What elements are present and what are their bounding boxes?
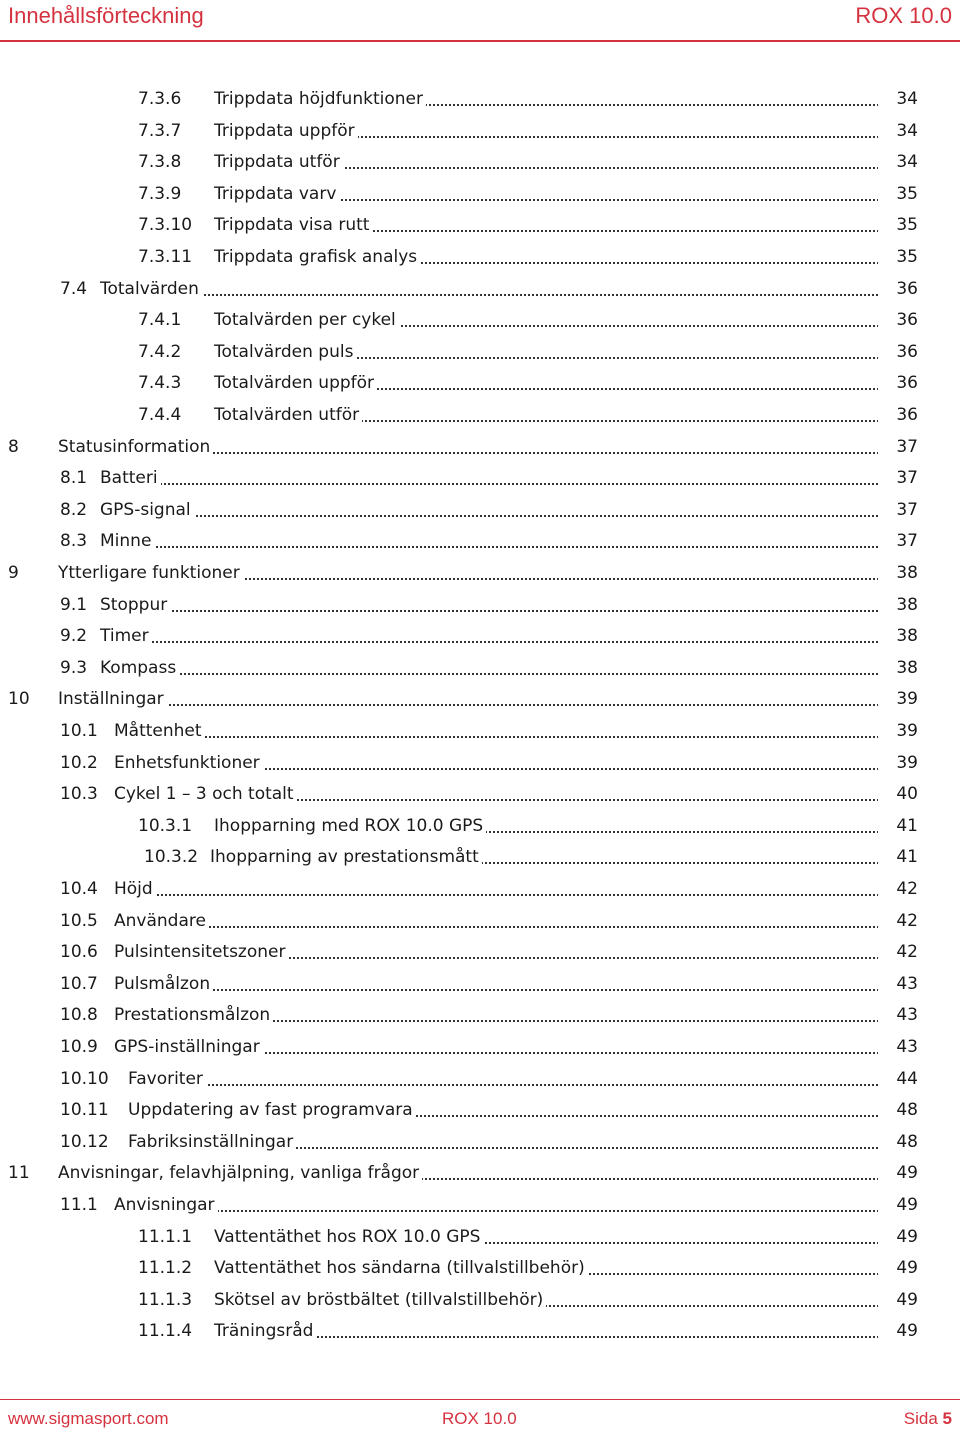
toc-entry-title: Vattentäthet hos ROX 10.0 GPS xyxy=(214,1224,483,1250)
footer-website-link[interactable]: www.sigmasport.com xyxy=(8,1409,169,1428)
toc-entry-number: 10 xyxy=(8,689,30,710)
page-label: Sida xyxy=(903,1409,938,1428)
toc-entry[interactable] xyxy=(0,1224,918,1250)
toc-entry-number: 10.3.1 xyxy=(138,815,193,836)
toc-entry-page: 37 xyxy=(878,497,918,523)
toc-entry-page: 36 xyxy=(878,402,918,428)
toc-dot-leader xyxy=(100,586,890,612)
toc-entry-page: 40 xyxy=(878,781,918,807)
toc-entry[interactable] xyxy=(0,1192,918,1218)
toc-entry-page: 43 xyxy=(878,1002,918,1028)
toc-entry-title: Måttenhet xyxy=(114,718,205,744)
toc-entry[interactable] xyxy=(0,560,918,586)
toc-entry[interactable] xyxy=(0,1318,918,1344)
toc-entry[interactable] xyxy=(0,876,918,902)
toc-entry-title: Kompass xyxy=(100,655,179,681)
toc-entry-title: Enhetsfunktioner xyxy=(114,750,263,776)
toc-entry[interactable] xyxy=(0,181,918,207)
toc-entry[interactable] xyxy=(0,244,918,270)
toc-entry[interactable] xyxy=(0,1255,918,1281)
toc-entry[interactable] xyxy=(0,908,918,934)
toc-entry-title: Anvisningar, felavhjälpning, vanliga frågor xyxy=(58,1160,422,1186)
toc-entry[interactable] xyxy=(0,465,918,491)
toc-entry-number: 7.3.10 xyxy=(138,215,193,236)
toc-entry-page: 39 xyxy=(878,686,918,712)
toc-dot-leader xyxy=(100,617,890,643)
toc-entry[interactable] xyxy=(0,655,918,681)
toc-entry-number: 7.4.4 xyxy=(138,405,182,425)
toc-entry-number: 10.12 xyxy=(60,1131,109,1152)
toc-entry-page: 37 xyxy=(878,465,918,491)
toc-entry-number: 11.1.2 xyxy=(138,1258,193,1279)
toc-entry-page: 49 xyxy=(878,1255,918,1281)
toc-entry-title: Trippdata varv xyxy=(214,181,339,207)
toc-entry-title: Trippdata grafisk analys xyxy=(214,244,420,270)
toc-entry-page: 36 xyxy=(878,370,918,396)
toc-entry-title: Minne xyxy=(100,528,154,554)
toc-dot-leader xyxy=(114,1186,890,1212)
toc-entry-number: 10.7 xyxy=(60,973,98,994)
toc-entry-number: 7.4.2 xyxy=(138,341,182,362)
toc-entry-title: Trippdata uppför xyxy=(214,118,358,144)
toc-entry-number: 7.3.11 xyxy=(138,247,193,267)
toc-entry-number: 11.1.1 xyxy=(138,1226,193,1247)
toc-entry-number: 10.2 xyxy=(60,752,98,773)
toc-entry-number: 7.4.3 xyxy=(138,373,182,394)
page-number-value: 5 xyxy=(942,1409,952,1428)
toc-entry-title: Ihopparning av prestationsmått xyxy=(210,844,482,870)
toc-entry-title: Totalvärden uppför xyxy=(214,370,377,396)
toc-entry[interactable] xyxy=(0,844,918,870)
toc-entry[interactable] xyxy=(0,370,918,396)
toc-entry[interactable] xyxy=(0,307,918,333)
toc-entry-title: Stoppur xyxy=(100,592,170,618)
toc-entry[interactable] xyxy=(0,1287,918,1313)
toc-dot-leader xyxy=(100,522,890,548)
toc-entry-title: Totalvärden per cykel xyxy=(214,307,399,333)
toc-entry-page: 42 xyxy=(878,876,918,902)
toc-dot-leader xyxy=(114,965,890,991)
toc-entry-page: 34 xyxy=(878,149,918,175)
toc-entry-number: 7.4 xyxy=(60,278,88,299)
toc-dot-leader xyxy=(100,459,890,485)
toc-entry[interactable] xyxy=(0,402,918,428)
toc-entry-page: 41 xyxy=(878,813,918,839)
toc-entry-title: Prestationsmålzon xyxy=(114,1002,273,1028)
toc-entry-number: 9.3 xyxy=(60,657,88,678)
toc-entry-number: 9 xyxy=(8,563,19,583)
toc-entry[interactable] xyxy=(0,686,918,712)
toc-entry-page: 38 xyxy=(878,655,918,681)
toc-dot-leader xyxy=(114,902,890,928)
toc-entry-title: Totalvärden xyxy=(100,276,202,302)
toc-entry-title: GPS-inställningar xyxy=(114,1034,263,1060)
toc-entry-number: 7.3.6 xyxy=(138,89,182,109)
toc-entry-title: Inställningar xyxy=(58,686,167,712)
toc-entry-number: 11 xyxy=(8,1163,30,1184)
toc-entry-number: 7.3.8 xyxy=(138,152,182,173)
toc-entry-page: 39 xyxy=(878,718,918,744)
header-divider xyxy=(0,40,960,42)
toc-entry-page: 38 xyxy=(878,623,918,649)
toc-entry-number: 11.1.3 xyxy=(138,1289,193,1310)
toc-entry-title: Uppdatering av fast programvara xyxy=(128,1097,416,1123)
toc-entry[interactable] xyxy=(0,813,918,839)
toc-entry-page: 48 xyxy=(878,1129,918,1155)
toc-entry-title: Cykel 1 – 3 och totalt xyxy=(114,781,297,807)
toc-entry-number: 8.2 xyxy=(60,499,88,520)
toc-entry-number: 7.3.7 xyxy=(138,120,182,141)
toc-entry[interactable] xyxy=(0,623,918,649)
toc-entry[interactable] xyxy=(0,1097,918,1123)
toc-entry[interactable] xyxy=(0,497,918,523)
toc-entry-number: 11.1.4 xyxy=(138,1321,193,1342)
toc-entry[interactable] xyxy=(0,276,918,302)
toc-entry-page: 38 xyxy=(878,560,918,586)
toc-entry-number: 8.1 xyxy=(60,468,88,489)
toc-entry-title: Fabriksinställningar xyxy=(128,1129,296,1155)
toc-entry-number: 11.1 xyxy=(60,1195,98,1215)
toc-entry-page: 49 xyxy=(878,1192,918,1218)
toc-dot-leader xyxy=(100,491,890,517)
toc-entry-title: GPS-signal xyxy=(100,497,194,523)
toc-entry[interactable] xyxy=(0,339,918,365)
toc-entry-title: Favoriter xyxy=(128,1066,206,1092)
toc-dot-leader xyxy=(58,680,890,706)
toc-entry-number: 10.6 xyxy=(60,942,98,963)
toc-entry-page: 49 xyxy=(878,1160,918,1186)
toc-entry-title: Pulsmålzon xyxy=(114,971,213,997)
toc-entry-number: 10.3.2 xyxy=(144,847,199,868)
toc-entry[interactable] xyxy=(0,939,918,965)
toc-entry-title: Pulsintensitetszoner xyxy=(114,939,288,965)
toc-entry-number: 8.3 xyxy=(60,531,88,552)
toc-entry[interactable] xyxy=(0,528,918,554)
footer-page-number xyxy=(904,1409,952,1429)
toc-entry-title: Totalvärden utför xyxy=(214,402,362,428)
toc-entry-page: 42 xyxy=(878,939,918,965)
toc-entry-page: 36 xyxy=(878,276,918,302)
toc-entry-title: Statusinformation xyxy=(58,434,213,460)
toc-entry-number: 7.4.1 xyxy=(138,310,182,331)
toc-entry-title: Ihopparning med ROX 10.0 GPS xyxy=(214,813,486,839)
toc-entry-page: 35 xyxy=(878,244,918,270)
toc-dot-leader xyxy=(128,1060,890,1086)
toc-entry-number: 10.3 xyxy=(60,784,98,805)
toc-entry-page: 39 xyxy=(878,750,918,776)
toc-entry-page: 38 xyxy=(878,592,918,618)
toc-entry-page: 49 xyxy=(878,1287,918,1313)
toc-entry-title: Höjd xyxy=(114,876,156,902)
toc-entry[interactable] xyxy=(0,592,918,618)
toc-entry-title: Ytterligare funktioner xyxy=(58,560,243,586)
toc-entry[interactable] xyxy=(0,1066,918,1092)
toc-entry[interactable] xyxy=(0,149,918,175)
toc-dot-leader xyxy=(100,649,890,675)
toc-entry[interactable] xyxy=(0,971,918,997)
toc-entry-page: 35 xyxy=(878,181,918,207)
toc-entry-title: Trippdata visa rutt xyxy=(214,212,372,238)
toc-entry-title: Batteri xyxy=(100,465,161,491)
footer-model-name: ROX 10.0 xyxy=(442,1409,517,1428)
toc-dot-leader xyxy=(100,270,890,296)
toc-entry-page: 49 xyxy=(878,1224,918,1250)
toc-dot-leader xyxy=(114,712,890,738)
toc-entry-title: Vattentäthet hos sändarna (tillvalstillbehör) xyxy=(214,1255,588,1281)
toc-entry-title: Skötsel av bröstbältet (tillvalstillbehör) xyxy=(214,1287,546,1313)
toc-entry-number: 10.8 xyxy=(60,1005,98,1026)
toc-entry-number: 9.2 xyxy=(60,626,88,647)
toc-entry-page: 49 xyxy=(878,1318,918,1344)
toc-entry-number: 10.10 xyxy=(60,1068,109,1089)
toc-entry[interactable] xyxy=(0,718,918,744)
toc-entry-number: 10.4 xyxy=(60,879,98,899)
page-title: Innehållsförteckning xyxy=(8,3,204,28)
toc-entry-title: Trippdata höjdfunktioner xyxy=(214,86,426,112)
toc-entry-page: 37 xyxy=(878,528,918,554)
toc-entry-page: 48 xyxy=(878,1097,918,1123)
toc-entry-title: Trippdata utför xyxy=(214,149,343,175)
toc-entry-number: 10.5 xyxy=(60,910,98,931)
toc-entry[interactable] xyxy=(0,1160,918,1186)
toc-entry[interactable] xyxy=(0,1034,918,1060)
toc-entry-title: Anvisningar xyxy=(114,1192,218,1218)
toc-entry-title: Träningsråd xyxy=(214,1318,316,1344)
toc-entry-page: 41 xyxy=(878,844,918,870)
header-model-name: ROX 10.0 xyxy=(855,3,952,28)
toc-entry-title: Totalvärden puls xyxy=(214,339,356,365)
toc-entry[interactable] xyxy=(0,1129,918,1155)
toc-entry[interactable] xyxy=(0,118,918,144)
toc-entry[interactable] xyxy=(0,86,918,112)
toc-entry-number: 10.9 xyxy=(60,1037,98,1057)
toc-entry-title: Timer xyxy=(100,623,152,649)
toc-entry-number: 10.1 xyxy=(60,721,98,741)
toc-entry-title: Användare xyxy=(114,908,209,934)
toc-entry-number: 8 xyxy=(8,436,19,457)
toc-entry-page: 36 xyxy=(878,307,918,333)
toc-entry[interactable] xyxy=(0,1002,918,1028)
toc-entry-page: 36 xyxy=(878,339,918,365)
toc-entry-page: 43 xyxy=(878,1034,918,1060)
toc-entry-number: 7.3.9 xyxy=(138,183,182,204)
toc-entry-number: 9.1 xyxy=(60,594,88,615)
toc-entry-page: 37 xyxy=(878,434,918,460)
toc-entry-page: 42 xyxy=(878,908,918,934)
toc-entry-page: 34 xyxy=(878,118,918,144)
toc-entry-page: 34 xyxy=(878,86,918,112)
toc-entry[interactable] xyxy=(0,212,918,238)
toc-entry-number: 10.11 xyxy=(60,1100,109,1121)
toc-entry[interactable] xyxy=(0,781,918,807)
footer-divider xyxy=(0,1399,960,1400)
toc-entry[interactable] xyxy=(0,434,918,460)
toc-entry[interactable] xyxy=(0,750,918,776)
toc-entry-page: 35 xyxy=(878,212,918,238)
toc-entry-page: 43 xyxy=(878,971,918,997)
toc-dot-leader xyxy=(114,870,890,896)
toc-entry-page: 44 xyxy=(878,1066,918,1092)
